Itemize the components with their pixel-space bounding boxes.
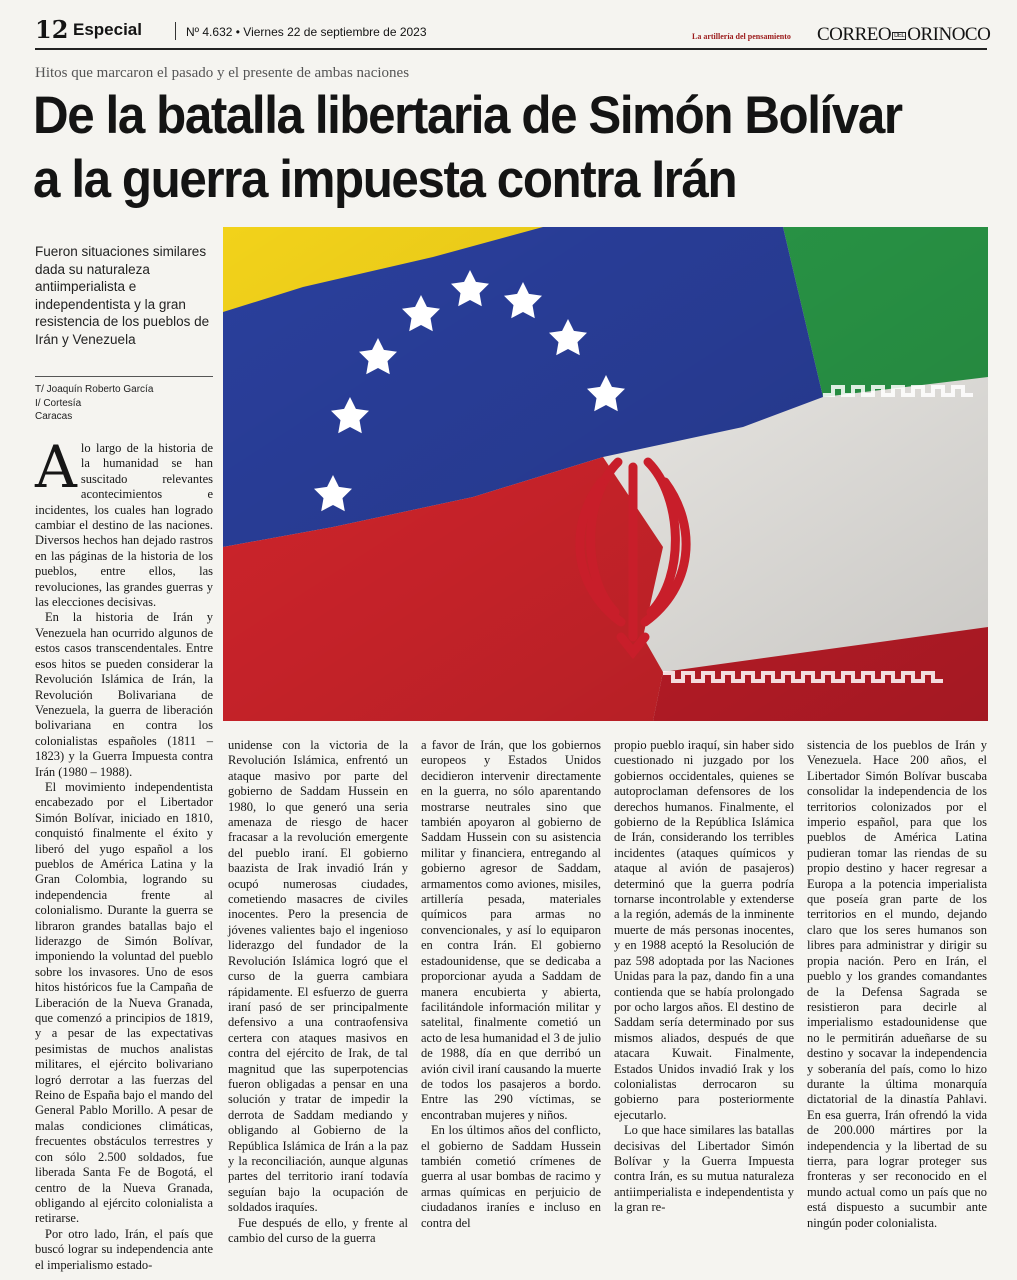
- article-column-2: [228, 738, 408, 1246]
- issue-date: Nº 4.632 • Viernes 22 de septiembre de 2023: [186, 25, 427, 39]
- subheadline-rule: [35, 376, 213, 377]
- logo-right: ORINOCO: [907, 24, 991, 45]
- page-header: [35, 15, 991, 50]
- paragraph: a favor de Irán, que los gobiernos europeos y Estados Unidos decidieron intervenir directamente en la guerra, no sólo aparentando mostrarse neutrales sino que también apoyaron al gobierno de Saddam Hussein con su asistencia militar y financiera, entregando al gobierno agresor de Saddam, armamentos como aviones, misiles, artillería pesada, materiales químicos para armas no convencionales, y así lo equiparon en contra Irán. El gobierno estadounidense, que se dedicaba a proporcionar ayuda a Saddam de manera encubierta y abierta, facilitándole información militar y satelital, finalmente cometió un acto de lesa humanidad el 3 de julio de 1988, día en que derribó un avión civil iraní causando la muerte de todos los pasajeros a bordo. Entre las 290 víctimas, se encontraban mujeres y niños.: [421, 738, 601, 1122]
- logo-left: CORREO: [817, 24, 892, 45]
- newspaper-slogan: La artillería del pensamiento: [692, 32, 791, 41]
- drop-cap: A: [35, 433, 77, 501]
- flags-illustration: [223, 227, 988, 721]
- paragraph: unidense con la victoria de la Revolución Islámica, enfrentó un ataque masivo por parte del gobierno de Saddam Hussein en 1980, lo que generó una seria amenaza de riesgo de hacer fracasar a la revolución emergente del pueblo iraní. El gobierno baazista de Irak invadió Irán y ocupó numerosas ciudades, cometiendo masacres de civiles inocentes. Pero la presencia de jóvenes valientes bajo el ingenioso liderazgo del fundador de la Revolución Islámica logró que el curso de la guerra cambiara rápidamente. El esfuerzo de guerra iraní pasó de ser principalmente defensivo a una contraofensiva certera con ataques masivos en contra del ejército de Irak, de tal magnitud que las superpotencias fueron obligadas a pensar en una solución y tratar de impedir la derrota de Saddam mediando y obligando al Gobierno de la República Islámica de Irán a la paz y la reconciliación, aunque algunas partes del territorio iraní todavía seguían bajo la ocupación de soldados iraquíes.: [228, 738, 408, 1215]
- article-photo: [223, 227, 988, 721]
- article-column-1: [35, 433, 213, 1273]
- article-headline: [33, 84, 926, 212]
- paragraph-text: lo largo de la historia de la humanidad se han suscitado relevantes acontecimientos e incidentes, los cuales han logrado cambiar el destino de las naciones. Diversos hechos han dejado rastros en las páginas de la historia de los pueblos, entre ellos, las revoluciones, las grandes guerras y las elecciones decisivas.: [35, 441, 213, 610]
- article-kicker: Hitos que marcaron el pasado y el presente de ambas naciones: [35, 65, 410, 81]
- paragraph: [35, 433, 213, 610]
- paragraph: El movimiento independentista encabezado por el Libertador Simón Bolívar, iniciado en 1810, conquistó finalmente el éxito y liberó del yugo español a los pueblos de América Latina y la Gran Colombia, logrando su independencia frente al colonialismo. Durante la guerra se libraron grandes batallas bajo el liderazgo de Simón Bolívar, imponiendo la voluntad del pueblo sobre los invasores. Uno de esos hitos históricos fue la Campaña de Liberación de la Nueva Granada, que comenzó a principios de 1819, y a pesar de las expectativas pesimistas de muchos analistas militares, el ejército bolivariano logró derrotar a las fuerzas del Reino de España bajo el mando del General Pablo Morillo. A pesar de malas condiciones climáticas, frecuentes obstáculos terrestres y con sólo 2.500 soldados, fue liberada Santa Fe de Bogotá, el centro de la Nueva Granada, obligando al ejército colonialista a retirarse.: [35, 779, 213, 1226]
- headline-line-1: De la batalla libertaria de Simón Bolívar: [33, 86, 902, 145]
- article-column-3: [421, 738, 601, 1231]
- paragraph: En los últimos años del conflicto, el gobierno de Saddam Hussein también cometió crímenes de guerra al usar bombas de racimo y armas químicas en perjuicio de ciudadanos iraníes e incluso en contra del: [421, 1123, 601, 1230]
- headline-line-2: a la guerra impuesta contra Irán: [33, 150, 737, 209]
- newspaper-logo: [817, 24, 990, 46]
- header-divider: [175, 22, 176, 40]
- byline: T/ Joaquín Roberto García: [35, 384, 154, 395]
- paragraph: propio pueblo iraquí, sin haber sido cuestionado ni juzgado por los gobiernos occidentales, quienes se autoproclaman defensores de los derechos humanos. Finalmente, el gobierno de la República Islámica de Irán, considerando los terribles incidentes (ataques químicos y ataque al avión de pasajeros) determinó que la guerra podría tornarse incontrolable y extenderse a la región, además de la inminente muerte de más personas inocentes, y en 1988 aceptó la Resolución de paz 598 adoptada por las Naciones Unidas para la paz, dando fin a una contienda que se había prolongado por ocho largos años. El destino de Saddam sería determinado por sus mismos aliados, después de que atacara Kuwait. Finalmente, Estados Unidos invadió Irak y los colonialistas derrocaron su gobierno para posteriormente ejecutarlo.: [614, 738, 794, 1122]
- photo-credit: I/ Cortesía: [35, 397, 82, 409]
- dateline: Caracas: [35, 411, 73, 422]
- paragraph: Fue después de ello, y frente al cambio del curso de la guerra: [228, 1215, 408, 1245]
- paragraph: Por otro lado, Irán, el país que buscó lograr su independencia ante el imperialismo estado-: [35, 1226, 213, 1272]
- paragraph: sistencia de los pueblos de Irán y Venezuela. Hace 200 años, el Libertador Simón Bolívar buscaba consolidar la independencia de los territorios colonizados por el imperio español, para que los pueblos de América Latina pudieran tomar las riendas de su propio destino y hacer regresar a Europa a la potencia imperialista que poseía gran parte de los territorios en el mundo, dejando claro que los seres humanos son libres para administrar y dirigir su propia nación. Pero en Irán, el pueblo y los grandes comandantes de la Defensa Sagrada se resistieron para decirle al imperialismo estadounidense que no le permitirán adueñarse de su destino y socavar la independencia y soberanía del país, como lo hizo durante la última monarquía dictatorial de la dinastía Pahlavi. En esa guerra, Irán ofrendó la vida de 200.000 mártires por la independencia y la libertad de su tierra, para lograr proteger sus fronteras y ser reconocido en el mundo actual como un país que no está dispuesto a sucumbir ante ningún poder colonialista.: [807, 738, 987, 1230]
- article-subheadline: Fueron situaciones similares dada su naturaleza antiimperialista e independentista y la gran resistencia de los pueblos de Irán y Venezuela: [35, 244, 210, 347]
- paragraph: Lo que hace similares las batallas decisivas del Libertador Simón Bolívar y la Guerra Impuesta contra Irán, es su mutua naturaleza antiimperialista e independentista y la gran re-: [614, 1123, 794, 1215]
- logo-del: DEL: [894, 32, 905, 39]
- paragraph: En la historia de Irán y Venezuela han ocurrido algunos de estos casos transcendentales. Entre esos hitos se pueden considerar la Revolución Islámica de Irán, la Revolución Bolivariana de Venezuela, la guerra de liberación bolivariana en contra los colonialistas españoles (1811 – 1823) y la Guerra Impuesta contra Irán (1980 – 1988).: [35, 610, 213, 779]
- article-column-5: [807, 738, 987, 1231]
- article-credits: [35, 383, 153, 424]
- page-number: 12: [35, 15, 69, 44]
- article-column-4: [614, 738, 794, 1216]
- section-name: Especial: [73, 20, 142, 39]
